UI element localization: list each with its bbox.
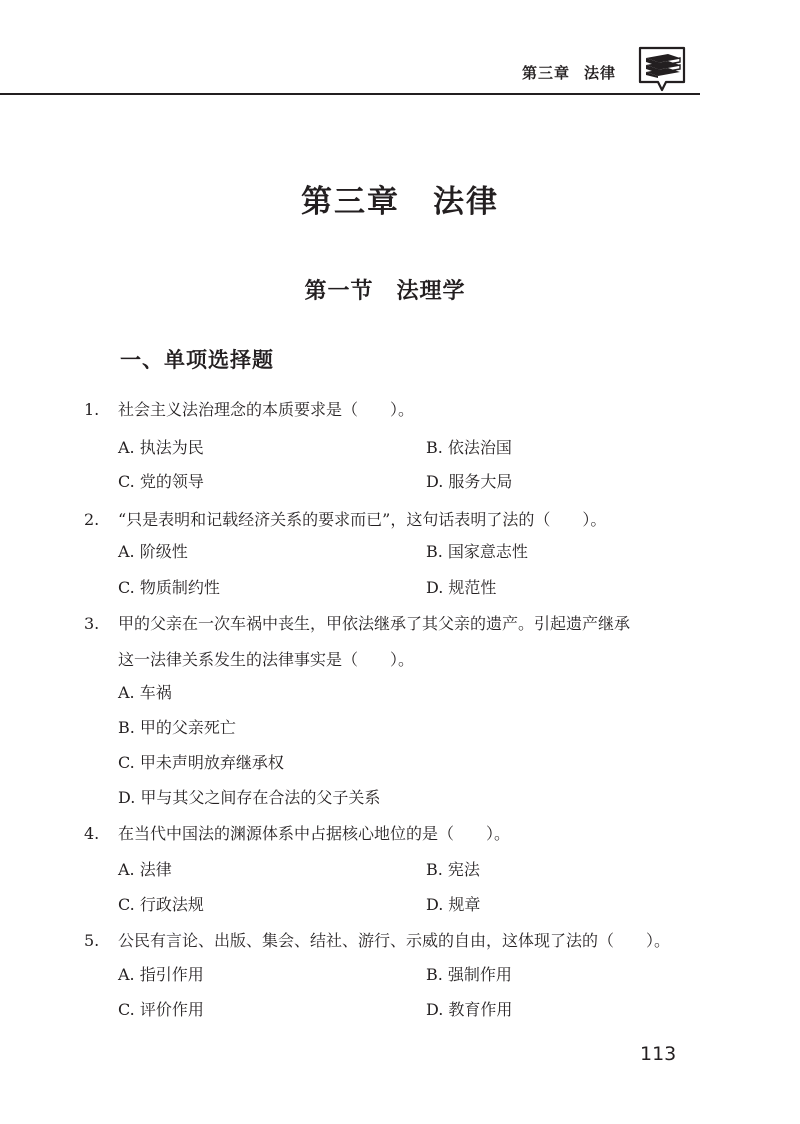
option-d: D. 教育作用 [426, 1000, 513, 1019]
part-heading: 一、单项选择题 [120, 348, 274, 372]
option-c: C. 党的领导 [118, 472, 204, 491]
option-c: C. 评价作用 [118, 1000, 204, 1019]
running-head-chapter: 第三章 [521, 64, 570, 82]
question-text: 在当代中国法的渊源体系中占据核心地位的是（ ）。 [118, 824, 511, 843]
option-a: A. 阶级性 [118, 542, 188, 561]
question-text: 公民有言论、出版、集会、结社、游行、示威的自由，这体现了法的（ ）。 [118, 931, 671, 950]
option-b: B. 依法治国 [426, 438, 512, 457]
option-b: B. 国家意志性 [426, 542, 528, 561]
page-number: 113 [640, 1043, 677, 1065]
section-title: 第一节 法理学 [304, 279, 466, 304]
question-number: 4. [84, 824, 100, 843]
chapter-title: 第三章 法律 [301, 184, 499, 220]
option-b: B. 甲的父亲死亡 [118, 718, 236, 737]
option-a: A. 执法为民 [118, 438, 204, 457]
option-b: B. 宪法 [426, 860, 480, 879]
book-icon [636, 44, 688, 96]
option-a: A. 车祸 [118, 683, 172, 702]
running-head-topic: 法律 [583, 64, 616, 82]
question-number: 5. [84, 931, 100, 950]
option-c: C. 行政法规 [118, 895, 204, 914]
running-head [522, 62, 616, 83]
option-b: B. 强制作用 [426, 965, 512, 984]
question-number: 1. [84, 400, 100, 419]
option-a: A. 指引作用 [118, 965, 204, 984]
question-number: 3. [84, 614, 100, 633]
option-d: D. 规章 [426, 895, 481, 914]
question-text-line2: 这一法律关系发生的法律事实是（ ）。 [118, 650, 415, 669]
option-d: D. 规范性 [426, 578, 497, 597]
question-number: 2. [84, 510, 100, 529]
option-c: C. 物质制约性 [118, 578, 220, 597]
option-c: C. 甲未声明放弃继承权 [118, 753, 284, 772]
option-d: D. 服务大局 [426, 472, 513, 491]
option-a: A. 法律 [118, 860, 172, 879]
question-text: “只是表明和记载经济关系的要求而已”，这句话表明了法的（ ）。 [118, 510, 607, 529]
option-d: D. 甲与其父之间存在合法的父子关系 [118, 788, 381, 807]
question-text: 社会主义法治理念的本质要求是（ ）。 [118, 400, 415, 419]
question-text-line1: 甲的父亲在一次车祸中丧生，甲依法继承了其父亲的遗产。引起遗产继承 [118, 614, 631, 633]
header-rule [0, 93, 700, 95]
